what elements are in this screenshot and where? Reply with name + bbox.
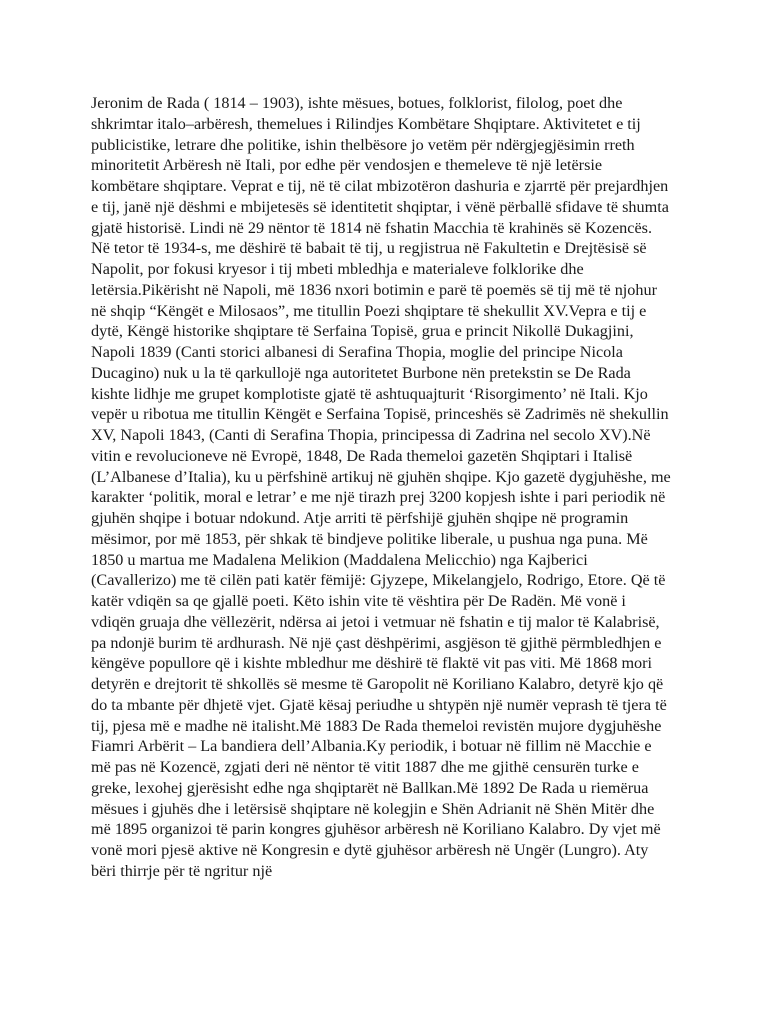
- body-paragraph: Jeronim de Rada ( 1814 – 1903), ishte mësues, botues, folklorist, filolog, poet dhe shkrimtar italo–arbëresh, themelues i Rilindjes Kombëtare Shqiptare. Aktivitetet e tij publicistike, letrare dhe politike, ishin thelbësore jo vetëm për ndërgjegjësimin rreth minoritetit Arbëresh në Itali, por edhe për vendosjen e themeleve të një letërsie kombëtare shqiptare. Veprat e tij, në të cilat mbizotëron dashuria e zjarrtë për prejardhjen e tij, janë një dëshmi e mbijetesës së identitetit shqiptar, i vënë përballë sfidave të shumta gjatë historisë. Lindi në 29 nëntor të 1814 në fshatin Macchia të krahinës së Kozencës. Në tetor të 1934-s, me dëshirë të babait të tij, u regjistrua në Fakultetin e Drejtësisë së Napolit, por fokusi kryesor i tij mbeti mbledhja e materialeve folklorike dhe letërsia.Pikërisht në Napoli, më 1836 nxori botimin e parë të poemës së tij më të njohur në shqip “Këngët e Milosaos”, me titullin Poezi shqiptare të shekullit XV.Vepra e tij e dytë, Këngë historike shqiptare të Serfaina Topisë, grua e princit Nikollë Dukagjini, Napoli 1839 (Canti storici albanesi di Serafina Thopia, moglie del principe Nicola Ducagino) nuk u la të qarkullojë nga autoritetet Burbone nën pretekstin se De Rada kishte lidhje me grupet komplotiste gjatë të ashtuquajturit ‘Risorgimento’ në Itali. Kjo vepër u ribotua me titullin Këngët e Serfaina Topisë, princeshës së Zadrimës në shekullin XV, Napoli 1843, (Canti di Serafina Thopia, principessa di Zadrina nel secolo XV).Në vitin e revolucioneve në Evropë, 1848, De Rada themeloi gazetën Shqiptari i Italisë (L’Albanese d’Italia), ku u përfshinë artikuj në gjuhën shqipe. Kjo gazetë dygjuhëshe, me karakter ‘politik, moral e letrar’ e me një tirazh prej 3200 kopjesh ishte i pari periodik në gjuhën shqipe i botuar ndokund. Atje arriti të përfshijë gjuhën shqipe në programin mësimor, por më 1853, për shkak të bindjeve politike liberale, u pushua nga puna. Më 1850 u martua me Madalena Melikion (Maddalena Melicchio) nga Kajberici (Cavallerizo) me të cilën pati katër fëmijë: Gjyzepe, Mikelangjelo, Rodrigo, Etore. Që të katër vdiqën sa qe gjallë poeti. Këto ishin vite të vështira për De Radën. Më vonë i vdiqën gruaja dhe vëllezërit, ndërsa ai jetoi i vetmuar në fshatin e tij malor të Kalabrisë, pa ndonjë burim të ardhurash. Në një çast dëshpërimi, asgjëson të gjithë përmbledhjen e këngëve popullore që i kishte mbledhur me dëshirë të flaktë vit pas viti. Më 1868 mori detyrën e drejtorit të shkollës së mesme të Garopolit në Koriliano Kalabro, detyrë kjo që do ta mbante për dhjetë vjet. Gjatë kësaj periudhe u shtypën një numër veprash të tjera të tij, pjesa më e madhe në italisht.Më 1883 De Rada themeloi revistën mujore dygjuhëshe Fiamri Arbërit – La bandiera dell’Albania.Ky periodik, i botuar në fillim në Macchie e më pas në Kozencë, zgjati deri në nëntor të vitit 1887 dhe me gjithë censurën turke e greke, lexohej gjerësisht edhe nga shqiptarët në Ballkan.Më 1892 De Rada u riemërua mësues i gjuhës dhe i letërsisë shqiptare në kolegjin e Shën Adrianit në Shën Mitër dhe më 1895 organizoi të parin kongres gjuhësor arbëresh në Koriliano Kalabro. Dy vjet më vonë mori pjesë aktive në Kongresin e dytë gjuhësor arbëresh në Ungër (Lungro). Aty bëri thirrje për të ngritur një: [91, 94, 671, 880]
